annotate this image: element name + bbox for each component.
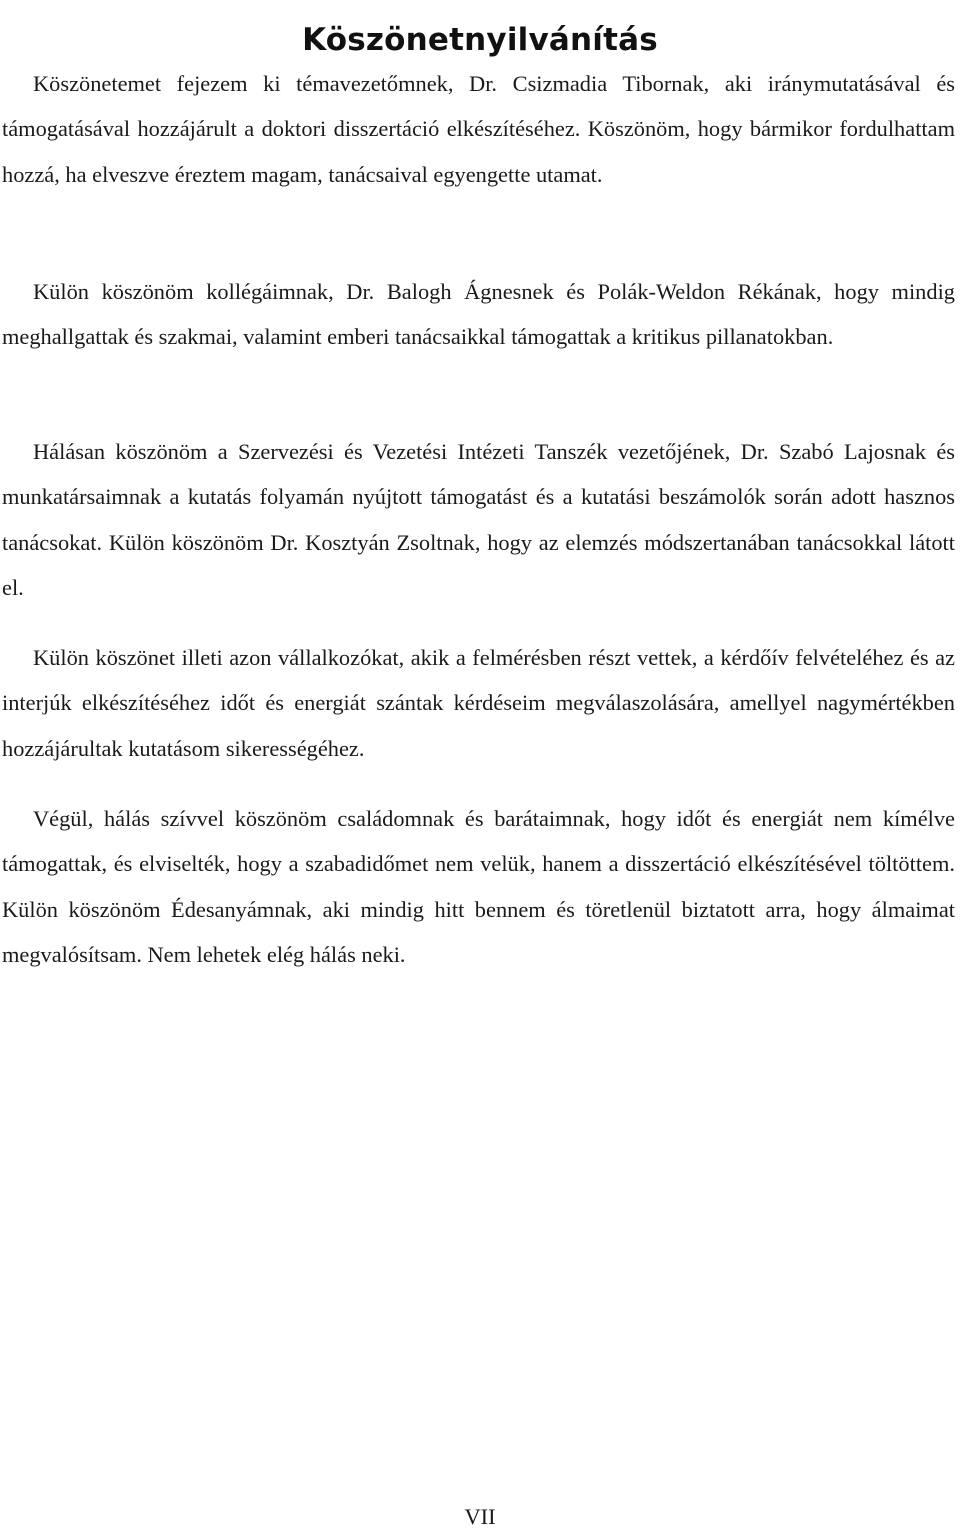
page-title: Köszönetnyilvánítás xyxy=(302,21,658,58)
page-number: VII xyxy=(464,1504,496,1529)
paragraph-colleagues: Külön köszönöm kollégáimnak, Dr. Balogh Ágnesnek és Polák-Weldon Rékának, hogy mindig meghallgattak és szakmai, valamint emberi tanácsaikkal támogattak a kritikus pillanatokban. xyxy=(2,279,955,350)
paragraph-family: Végül, hálás szívvel köszönöm családomnak és barátaimnak, hogy időt és energiát nem kímélve támogattak, és elviselték, hogy a szabadidőmet nem velük, hanem a disszertáció elkészítésével töltöttem. Külön köszönöm Édesanyámnak, aki mindig hitt bennem és töretlenül biztatott arra, hogy álmaimat megvalósítsam. Nem lehetek elég hálás neki. xyxy=(2,806,955,967)
paragraph-supervisor: Köszönetemet fejezem ki témavezetőmnek, Dr. Csizmadia Tibornak, aki iránymutatásával és támogatásával hozzájárult a doktori disszertáció elkészítéséhez. Köszönöm, hogy bármikor fordulhattam hozzá, ha elveszve éreztem magam, tanácsaival egyengette utamat. xyxy=(2,71,955,187)
paragraph-entrepreneurs: Külön köszönet illeti azon vállalkozókat, akik a felmérésben részt vettek, a kérdőív felvételéhez és az interjúk elkészítéséhez időt és energiát szántak kérdéseim megválaszolására, amellyel nagymértékben hozzájárultak kutatásom sikerességéhez. xyxy=(2,645,955,761)
paragraph-department: Hálásan köszönöm a Szervezési és Vezetési Intézeti Tanszék vezetőjének, Dr. Szabó Lajosnak és munkatársaimnak a kutatás folyamán nyújtott támogatást és a kutatási beszámolók során adott hasznos tanácsokat. Külön köszönöm Dr. Kosztyán Zsoltnak, hogy az elemzés módszertanában tanácsokkal látott el. xyxy=(2,439,955,600)
